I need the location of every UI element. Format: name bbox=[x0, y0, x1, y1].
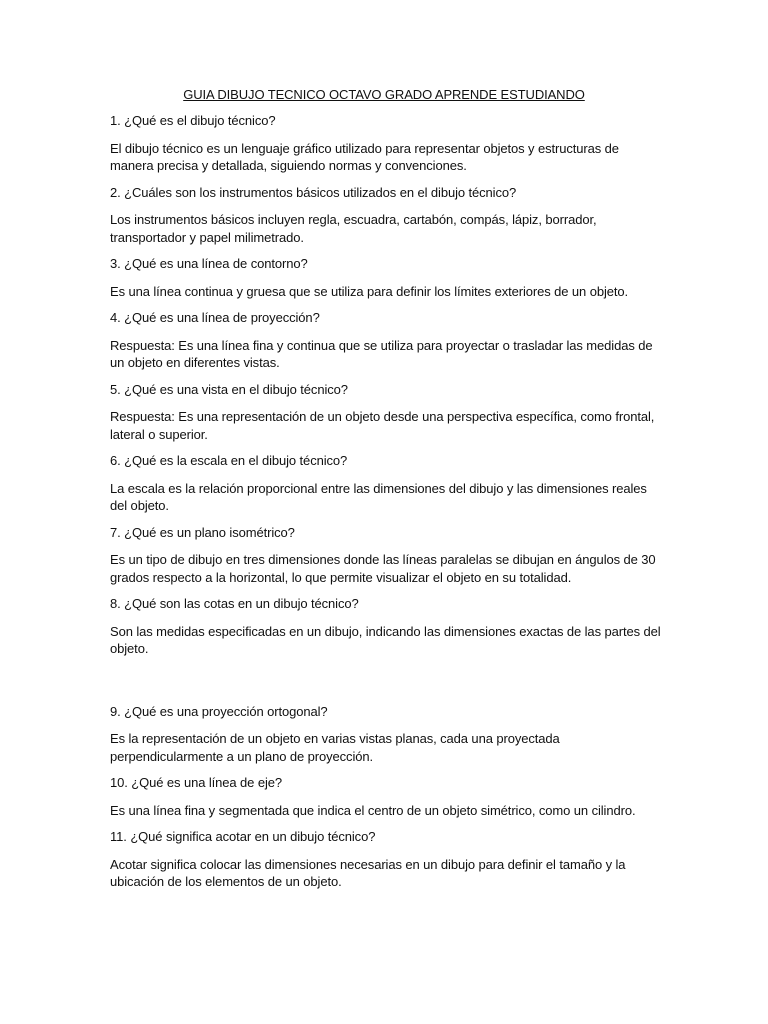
question-9: 9. ¿Qué es una proyección ortogonal? bbox=[110, 703, 328, 719]
qa-item-8 bbox=[110, 595, 662, 658]
qa-item-11 bbox=[110, 828, 662, 891]
question-11: 11. ¿Qué significa acotar en un dibujo técnico? bbox=[110, 829, 376, 844]
answer-9: Es la representación de un objeto en varias vistas planas, cada una proyectada perpendicularmente a un plano de proyección. bbox=[110, 731, 560, 764]
answer-8: Son las medidas especificadas en un dibujo, indicando las dimensiones exactas de las partes del objeto. bbox=[110, 623, 661, 656]
qa-item-1 bbox=[110, 112, 662, 175]
question-2: 2. ¿Cuáles son los instrumentos básicos utilizados en el dibujo técnico? bbox=[110, 184, 517, 200]
answer-6: La escala es la relación proporcional entre las dimensiones del dibujo y las dimensiones reales del objeto. bbox=[110, 480, 647, 513]
qa-item-5 bbox=[110, 381, 662, 444]
question-5: 5. ¿Qué es una vista en el dibujo técnico? bbox=[110, 381, 348, 397]
question-7: 7. ¿Qué es un plano isométrico? bbox=[110, 524, 295, 540]
answer-3: Es una línea continua y gruesa que se utiliza para definir los límites exteriores de un objeto. bbox=[110, 283, 629, 299]
answer-2: Los instrumentos básicos incluyen regla, escuadra, cartabón, compás, lápiz, borrador, transportador y papel milimetrado. bbox=[110, 212, 597, 245]
question-1: 1. ¿Qué es el dibujo técnico? bbox=[110, 113, 276, 128]
qa-item-2 bbox=[110, 184, 662, 247]
question-3: 3. ¿Qué es una línea de contorno? bbox=[110, 256, 308, 271]
qa-item-9 bbox=[110, 703, 662, 766]
question-6: 6. ¿Qué es la escala en el dibujo técnico? bbox=[110, 453, 348, 468]
document-title: GUIA DIBUJO TECNICO OCTAVO GRADO APRENDE ESTUDIANDO bbox=[183, 87, 585, 102]
qa-item-10 bbox=[110, 774, 662, 819]
answer-7: Es un tipo de dibujo en tres dimensiones donde las líneas paralelas se dibujan en ángulos de 30 grados respecto a la horizontal, lo que permite visualizar el objeto en su totalidad. bbox=[110, 552, 656, 585]
answer-11: Acotar significa colocar las dimensiones necesarias en un dibujo para definir el tamaño y la ubicación de los elementos de un objeto. bbox=[110, 856, 626, 889]
answer-10: Es una línea fina y segmentada que indica el centro de un objeto simétrico, como un cilindro. bbox=[110, 802, 636, 818]
document-body bbox=[110, 112, 662, 900]
answer-1: El dibujo técnico es un lenguaje gráfico utilizado para representar objetos y estructuras de manera precisa y detallada, siguiendo normas y convenciones. bbox=[110, 140, 619, 173]
answer-4: Respuesta: Es una línea fina y continua que se utiliza para proyectar o trasladar las medidas de un objeto en diferentes vistas. bbox=[110, 337, 653, 370]
qa-item-7 bbox=[110, 524, 662, 587]
qa-item-6 bbox=[110, 452, 662, 515]
answer-5: Respuesta: Es una representación de un objeto desde una perspectiva específica, como frontal, lateral o superior. bbox=[110, 409, 655, 442]
question-10: 10. ¿Qué es una línea de eje? bbox=[110, 775, 283, 790]
question-4: 4. ¿Qué es una línea de proyección? bbox=[110, 310, 320, 325]
question-8: 8. ¿Qué son las cotas en un dibujo técnico? bbox=[110, 596, 359, 611]
qa-item-4 bbox=[110, 309, 662, 372]
qa-item-3 bbox=[110, 255, 662, 300]
blank-paragraph bbox=[110, 667, 662, 703]
